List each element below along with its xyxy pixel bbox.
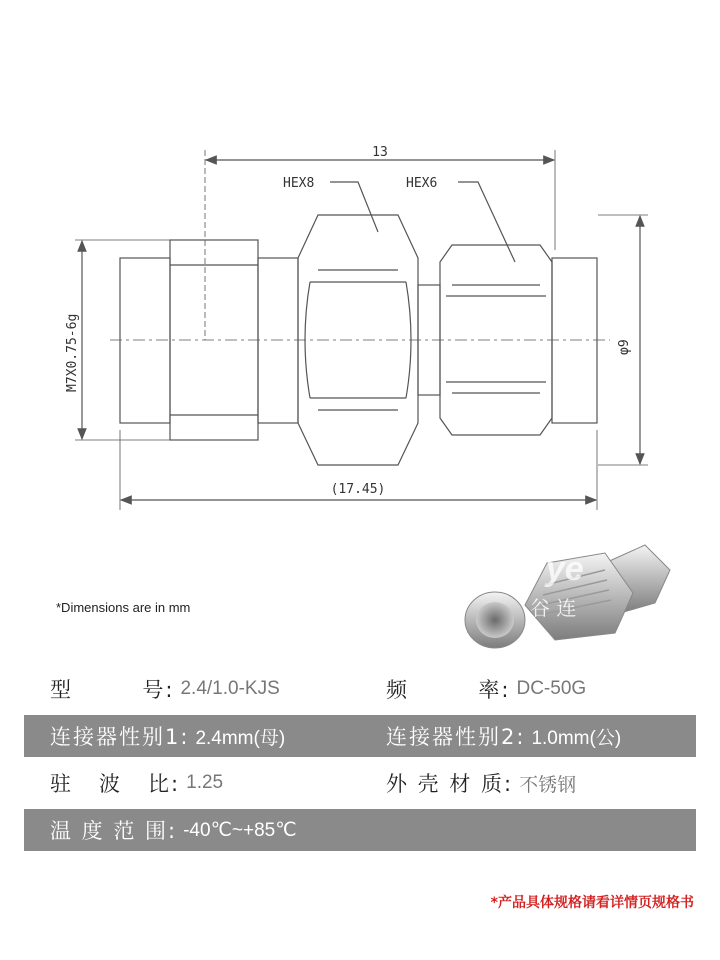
product-photo [455, 535, 680, 660]
spec-label: 温 度 范 围: [50, 819, 178, 843]
spec-value: 1.25 [186, 772, 224, 793]
spec-label: 驻 波 比: [50, 772, 181, 796]
spec-label: 外 壳 材 质: [386, 772, 514, 796]
drawing-male-end [552, 258, 597, 423]
thread-label: M7X0.75-6g [65, 313, 80, 392]
spec-value: 2.4mm(母) [195, 727, 286, 749]
spec-label: 连接器性别1: [50, 725, 190, 749]
spec-label: 频 率: [386, 678, 511, 702]
spec-row [24, 668, 696, 710]
spec-value: DC-50G [516, 678, 587, 699]
hex6-label: HEX6 [406, 176, 438, 191]
spec-value: -40℃~+85℃ [183, 819, 297, 841]
spec-label: 连接器性别2: [386, 725, 526, 749]
hex8-label: HEX8 [283, 176, 315, 191]
footer-note: *产品具体规格请看详情页规格书 [490, 895, 694, 911]
drawing-female-end [120, 258, 170, 423]
dim-17-45-label: (17.45) [330, 482, 386, 497]
spec-table [24, 668, 696, 856]
spec-row [24, 715, 696, 757]
spec-value: 1.0mm(公) [531, 727, 622, 749]
spec-row [24, 762, 696, 804]
dimensions-note: *Dimensions are in mm [56, 600, 191, 615]
spec-row [24, 809, 696, 851]
dim-13-label: 13 [372, 145, 388, 160]
photo-watermark-cn: 谷 连 [530, 596, 577, 620]
spec-value: 2.4/1.0-KJS [180, 678, 280, 699]
spec-label: 型 号: [50, 678, 175, 702]
photo-watermark: G ye [510, 550, 584, 588]
spec-value: 不锈钢 [519, 774, 577, 796]
diameter-label: φ9 [617, 339, 632, 355]
